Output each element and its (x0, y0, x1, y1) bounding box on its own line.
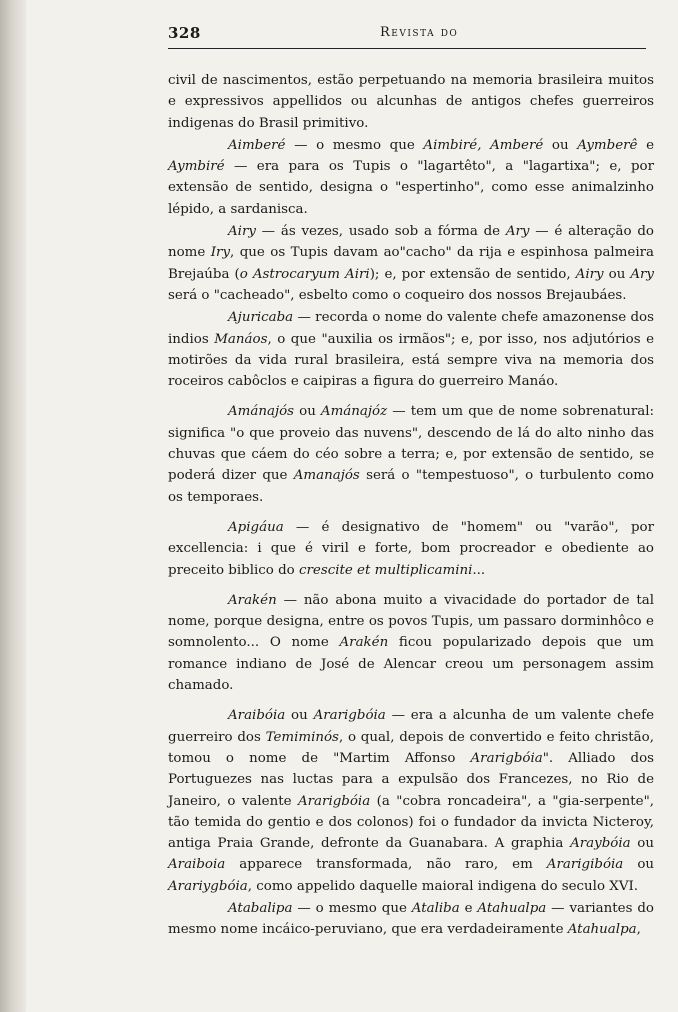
entry-term: Atahualpa (477, 900, 547, 916)
entry-text: ficou popularizado depois que um romance indiano de José de Alencar creou um personagem assim chamado. (168, 635, 654, 694)
entry-text: — não abona muito a vivacidade do portador de tal nome, porque designa, entre os povos Tupis, um passaro dorminhôco e somnolento... O nome (168, 592, 654, 651)
entry-term: Araibóia (228, 708, 286, 724)
entry-term: o Astrocaryum Airi (239, 266, 370, 282)
entry-term: Manáos (214, 331, 268, 347)
entry-term: Amanajós (293, 468, 360, 484)
page-number: 328 (168, 24, 201, 42)
paragraph-continued (168, 70, 654, 134)
entry-text: — era a alcunha de um valente chefe guerreiro dos (168, 708, 654, 745)
entry-text: (a "cobra roncadeira", a "gia-serpente", tão temida do gentio e dos colonos) foi o fundador da invicta Nicteroy, antiga Praia Grande, defronte da Guanabara. A graphia (168, 793, 654, 852)
entry-text: , que os Tupis davam ao"cacho" da rija e espinhosa palmeira Brejaúba ( (168, 245, 654, 282)
entry-term: Ararigbóia (297, 793, 371, 809)
entry-text: será o "tempestuoso", o turbulento como os temporaes. (168, 468, 654, 505)
entry-term: Arariygbóia (168, 878, 248, 894)
entry-text: apparece transformada, não raro, em (225, 857, 547, 873)
entry-text: e (459, 900, 478, 916)
body-text (168, 70, 654, 941)
dictionary-entry (168, 401, 654, 507)
entry-term: Airy (575, 266, 604, 282)
entry-text: ". Alliado dos Portuguezes nas luctas para a expulsão dos Francezes, no Rio de Janeiro, o valente (168, 750, 654, 809)
entry-text: ou (294, 404, 321, 420)
entry-term: Araybóia (570, 836, 631, 852)
dictionary-entry (168, 135, 654, 220)
entry-text: , como appelido daquelle maioral indigena do seculo XVI. (247, 878, 639, 894)
entry-text: — ás vezes, usado sob a fórma de (255, 224, 506, 240)
entry-term: Ararigbóia (313, 708, 386, 724)
running-head: Revista do (380, 25, 459, 40)
entry-text: ou (603, 266, 631, 282)
entry-term: Amánajóz (320, 404, 388, 420)
document-page (168, 18, 654, 941)
dictionary-entry (168, 307, 654, 392)
entry-text: , o que "auxilia os irmãos"; e, por isso, nos adjutórios e motirões da vida rural brasileira, está sempre viva na memoria dos roceiros cabôclos e caipiras a figura do guerreiro Manáo. (168, 331, 655, 390)
entry-text: ); e, por extensão de sentido, (369, 266, 576, 282)
entry-term: Amánajós (228, 404, 295, 420)
entry-text: — recorda o nome do valente chefe amazonense dos indios (168, 310, 654, 347)
entry-term: Ajuricaba (228, 310, 294, 326)
dictionary-entry (168, 590, 654, 696)
entry-text: — o mesmo que (292, 900, 412, 916)
entry-term: Ararigbóia (470, 750, 543, 766)
entry-term: Ary (630, 266, 654, 282)
entry-term: Atahualpa (567, 922, 637, 938)
entry-text: — é alteração do nome (168, 224, 654, 261)
entry-term: Atabalipa (228, 900, 293, 916)
entry-term: Aymberê (577, 137, 638, 153)
dictionary-entry (168, 705, 654, 897)
entry-term: Iry (210, 245, 231, 261)
entry-term: Arakén (339, 635, 389, 651)
dictionary-entry (168, 221, 654, 306)
entry-term: crescite et multiplicamini (299, 562, 473, 578)
entry-term: Apigáua (228, 519, 284, 535)
entry-text: ou (623, 857, 655, 873)
entry-text: , (636, 922, 641, 938)
dictionary-entry (168, 898, 654, 941)
entry-term: Arakén (228, 592, 277, 608)
entry-text: será o "cacheado", esbelto como o coqueiro dos nossos Brejaubáes. (168, 287, 627, 303)
dictionary-entry (168, 517, 654, 581)
entry-text: civil de nascimentos, estão perpetuando na memoria brasileira muitos e expressivos appellidos ou alcunhas de antigos chefes guerreiros indigenas do Brasil primitivo. (168, 73, 654, 131)
entry-text: , o qual, depois de convertido e feito christão, tomou o nome de "Martim Affonso (168, 729, 654, 766)
entry-term: Aimbiré, Amberé (423, 137, 544, 153)
entry-text: e (637, 137, 654, 153)
entry-text: ou (543, 137, 578, 153)
entry-text: — variantes do mesmo nome incáico-peruviano, que era verdadeiramente (168, 900, 654, 938)
entry-text: ... (472, 562, 486, 578)
entry-term: Ataliba (411, 900, 460, 916)
entry-term: Airy (228, 224, 256, 240)
page-spine-shadow (0, 0, 26, 1012)
entry-text: ou (630, 836, 654, 852)
page-header (168, 18, 654, 48)
entry-term: Aimberé (228, 137, 286, 153)
entry-term: Ary (505, 224, 530, 240)
entry-term: Temiminós (265, 729, 339, 745)
header-rule (168, 48, 646, 49)
entry-term: Ararigibóia (546, 857, 624, 873)
entry-text: — é designativo de "homem" ou "varão", por excellencia: i que é viril e forte, bom procreador e obediente ao preceito biblico do (168, 519, 654, 578)
entry-text: — o mesmo que (285, 137, 424, 153)
entry-text: — tem um que de nome sobrenatural: significa "o que proveio das nuvens", descendo de lá do alto ninho das chuvas que cáem do céo sobre a terra; e, por extensão de sentido, se poderá dizer que (168, 404, 654, 484)
entry-term: Araiboia (168, 857, 226, 873)
entry-term: Aymbiré (168, 159, 225, 175)
entry-text: ou (285, 708, 314, 724)
entry-text: — era para os Tupis o "lagartêto", a "lagartixa"; e, por extensão de sentido, designa o "espertinho", como esse animalzinho lépido, a sardanisca. (168, 159, 654, 217)
